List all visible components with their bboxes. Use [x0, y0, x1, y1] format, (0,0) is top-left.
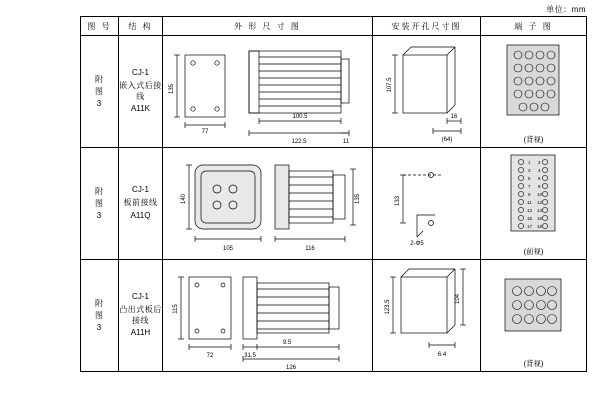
terminal-drawing-1 — [481, 37, 586, 147]
table-row — [81, 36, 587, 148]
terminal-drawing-cell — [481, 36, 587, 148]
mounting-drawing-cell — [373, 148, 481, 260]
svg-text:7: 7 — [528, 183, 531, 189]
terminal-drawing-2 — [481, 149, 586, 259]
svg-text:12: 12 — [537, 199, 543, 205]
mounting-drawing-cell — [373, 260, 481, 372]
table-row — [81, 260, 587, 372]
dim-label: 115 — [173, 303, 179, 314]
unit-note: 单位：mm — [546, 5, 586, 14]
svg-text:14: 14 — [537, 207, 543, 213]
fig-no-char: 3 — [96, 98, 103, 108]
header-fig-no: 图 号 — [81, 17, 119, 36]
terminal-drawing-cell — [481, 260, 587, 372]
dim-label: 135 — [169, 83, 175, 94]
outline-drawing-1 — [163, 37, 372, 147]
svg-text:1: 1 — [528, 159, 531, 165]
structure-desc: 凸出式板后接线 — [119, 304, 162, 325]
outline-drawing-2 — [163, 149, 372, 259]
header-structure: 结 构 — [119, 17, 163, 36]
outline-drawing-cell — [163, 260, 373, 372]
outline-drawing-cell — [163, 36, 373, 148]
dim-label: 133 — [395, 195, 401, 206]
svg-text:2: 2 — [538, 159, 541, 165]
svg-text:15: 15 — [527, 215, 533, 221]
structure-model: CJ-1 — [132, 67, 149, 77]
fig-no-cell — [81, 260, 119, 372]
outline-drawing-cell — [163, 148, 373, 260]
dimension-table — [80, 16, 587, 372]
fig-no-char: 图 — [95, 86, 104, 96]
dim-label: 9.5 — [282, 339, 292, 346]
dim-label: 105 — [222, 245, 234, 252]
structure-desc: 嵌入式后接线 — [119, 80, 162, 101]
terminal-caption: (背视) — [523, 358, 544, 368]
dim-label: 77 — [201, 128, 209, 135]
mounting-drawing-cell — [373, 36, 481, 148]
fig-no-char: 附 — [95, 186, 104, 196]
dim-label: 31.5 — [244, 352, 256, 359]
svg-text:6: 6 — [538, 175, 541, 181]
fig-no-char: 附 — [95, 298, 104, 308]
svg-text:11: 11 — [527, 199, 532, 205]
terminal-caption: (背视) — [523, 134, 544, 144]
svg-text:5: 5 — [528, 175, 531, 181]
fig-no-char: 图 — [95, 198, 104, 208]
outline-drawing-3 — [163, 261, 372, 371]
dim-label: 16 — [450, 113, 458, 120]
fig-no-char: 3 — [96, 210, 103, 220]
svg-text:17: 17 — [527, 223, 533, 229]
header-outline: 外 形 尺 寸 图 — [163, 17, 373, 36]
terminal-caption: (前视) — [523, 246, 544, 256]
mounting-drawing-3 — [373, 261, 480, 371]
structure-code: A11H — [130, 328, 151, 338]
mounting-drawing-2 — [373, 149, 480, 259]
dim-label: 104 — [455, 293, 461, 304]
dim-label: 135 — [355, 193, 361, 204]
header-mounting: 安装开孔尺寸图 — [373, 17, 481, 36]
structure-cell — [119, 36, 163, 148]
dim-label: 116 — [305, 245, 315, 252]
svg-text:4: 4 — [538, 167, 541, 173]
structure-desc: 板前接线 — [123, 198, 158, 208]
svg-text:8: 8 — [538, 183, 541, 189]
structure-model: CJ-1 — [132, 185, 149, 195]
dim-label: 2-Φ5 — [410, 240, 424, 247]
fig-no-char: 附 — [95, 74, 104, 84]
dim-label: 100.5 — [292, 113, 308, 120]
dim-label: 72 — [206, 352, 214, 359]
fig-no-cell — [81, 36, 119, 148]
dim-label: 140 — [181, 193, 187, 204]
dim-label: 11 — [342, 138, 350, 145]
structure-code: A11K — [131, 104, 150, 114]
fig-no-char: 3 — [96, 322, 103, 332]
svg-text:16: 16 — [537, 215, 543, 221]
table-header-row — [81, 17, 587, 36]
svg-text:3: 3 — [528, 167, 531, 173]
dim-label: (64) — [441, 136, 453, 143]
header-terminal: 端 子 图 — [481, 17, 587, 36]
svg-text:18: 18 — [537, 223, 543, 229]
dim-label: 107.5 — [387, 76, 393, 93]
structure-cell — [119, 148, 163, 260]
dim-label: 123.5 — [385, 298, 391, 315]
terminal-drawing-3 — [481, 261, 586, 371]
fig-no-cell — [81, 148, 119, 260]
structure-code: A11Q — [130, 210, 151, 220]
svg-text:10: 10 — [537, 191, 543, 197]
dim-label: 126 — [285, 364, 297, 371]
structure-model: CJ-1 — [132, 291, 149, 301]
svg-text:13: 13 — [527, 207, 533, 213]
structure-cell — [119, 260, 163, 372]
dim-label: 6.4 — [437, 351, 447, 358]
terminal-drawing-cell — [481, 148, 587, 260]
dim-label: 122.5 — [291, 138, 307, 145]
table-row — [81, 148, 587, 260]
svg-text:9: 9 — [528, 191, 531, 197]
mounting-drawing-1 — [373, 37, 480, 147]
fig-no-char: 图 — [95, 310, 104, 320]
